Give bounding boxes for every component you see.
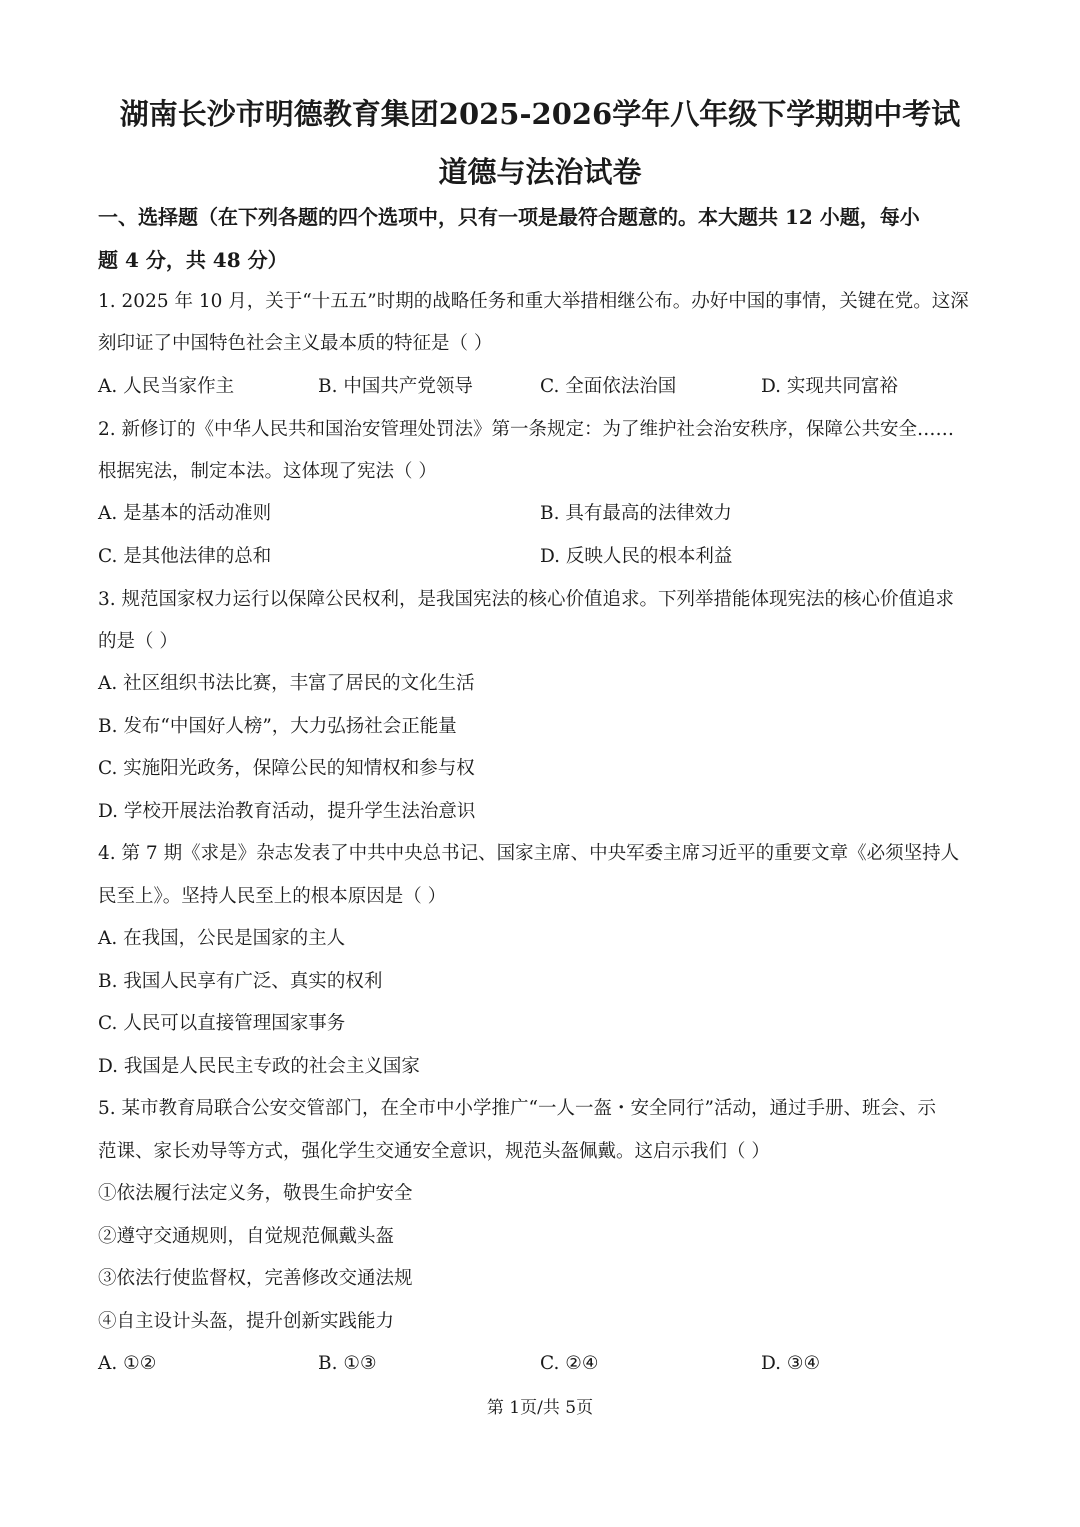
question-5-option-b: B. ①③ xyxy=(318,1353,377,1374)
question-5-option-d: D. ③④ xyxy=(761,1353,821,1374)
exam-title: 湖南长沙市明德教育集团2025-2026学年八年级下学期期中考试 xyxy=(119,97,961,131)
question-1-option-a: A. 人民当家作主 xyxy=(98,376,235,397)
question-5-stem-cont: 范课、家长劝导等方式，强化学生交通安全意识，规范头盔佩戴。这启示我们（ ） xyxy=(98,1141,770,1162)
question-4-stem: 4. 第 7 期《求是》杂志发表了中共中央总书记、国家主席、中央军委主席习近平的重要文章《必须坚持人 xyxy=(98,843,960,864)
question-5-statement-2: ②遵守交通规则，自觉规范佩戴头盔 xyxy=(98,1226,395,1247)
question-4-stem-cont: 民至上》。坚持人民至上的根本原因是（ ） xyxy=(98,886,447,907)
question-5-statement-4: ④自主设计头盔，提升创新实践能力 xyxy=(98,1311,395,1332)
exam-subtitle: 道德与法治试卷 xyxy=(438,155,642,189)
question-3-stem: 3. 规范国家权力运行以保障公民权利，是我国宪法的核心价值追求。下列举措能体现宪法的核心价值追求 xyxy=(98,589,955,610)
question-4-option-c: C. 人民可以直接管理国家事务 xyxy=(98,1013,346,1034)
question-2-option-c: C. 是其他法律的总和 xyxy=(98,546,272,567)
question-1-option-c: C. 全面依法治国 xyxy=(540,376,677,397)
question-5-option-c: C. ②④ xyxy=(540,1353,599,1374)
question-5-statement-1: ①依法履行法定义务，敬畏生命护安全 xyxy=(98,1183,413,1204)
question-2-option-a: A. 是基本的活动准则 xyxy=(98,503,272,524)
section-heading: 一、选择题（在下列各题的四个选项中，只有一项是最符合题意的。本大题共 12 小题，每小 xyxy=(98,205,920,229)
question-2-stem-cont: 根据宪法，制定本法。这体现了宪法（ ） xyxy=(98,461,437,482)
question-2-option-d: D. 反映人民的根本利益 xyxy=(540,546,733,567)
question-2-stem: 2. 新修订的《中华人民共和国治安管理处罚法》第一条规定：为了维护社会治安秩序，保障公共安全…… xyxy=(98,419,955,440)
question-4-option-b: B. 我国人民享有广泛、真实的权利 xyxy=(98,971,383,992)
question-4-option-d: D. 我国是人民民主专政的社会主义国家 xyxy=(98,1056,420,1077)
question-2-option-b: B. 具有最高的法律效力 xyxy=(540,503,732,524)
section-heading-cont: 题 4 分，共 48 分） xyxy=(98,248,288,272)
question-5-statement-3: ③依法行使监督权，完善修改交通法规 xyxy=(98,1268,413,1289)
question-3-stem-cont: 的是（ ） xyxy=(98,631,178,652)
question-5-stem: 5. 某市教育局联合公安交管部门，在全市中小学推广“一人一盔・安全同行”活动，通过手册、班会、示 xyxy=(98,1098,936,1119)
question-3-option-d: D. 学校开展法治教育活动，提升学生法治意识 xyxy=(98,801,476,822)
question-5-option-a: A. ①② xyxy=(98,1353,157,1374)
page-number: 第 1页/共 5页 xyxy=(486,1398,594,1418)
question-3-option-a: A. 社区组织书法比赛，丰富了居民的文化生活 xyxy=(98,673,475,694)
question-1-option-b: B. 中国共产党领导 xyxy=(318,376,473,397)
question-1-stem: 1. 2025 年 10 月，关于“十五五”时期的战略任务和重大举措相继公布。办好中国的事情，关键在党。这深 xyxy=(98,291,969,312)
question-3-option-c: C. 实施阳光政务，保障公民的知情权和参与权 xyxy=(98,758,475,779)
question-1-stem-cont: 刻印证了中国特色社会主义最本质的特征是（ ） xyxy=(98,333,493,354)
question-3-option-b: B. 发布“中国好人榜”，大力弘扬社会正能量 xyxy=(98,716,457,737)
question-1-option-d: D. 实现共同富裕 xyxy=(761,376,898,397)
question-4-option-a: A. 在我国，公民是国家的主人 xyxy=(98,928,346,949)
